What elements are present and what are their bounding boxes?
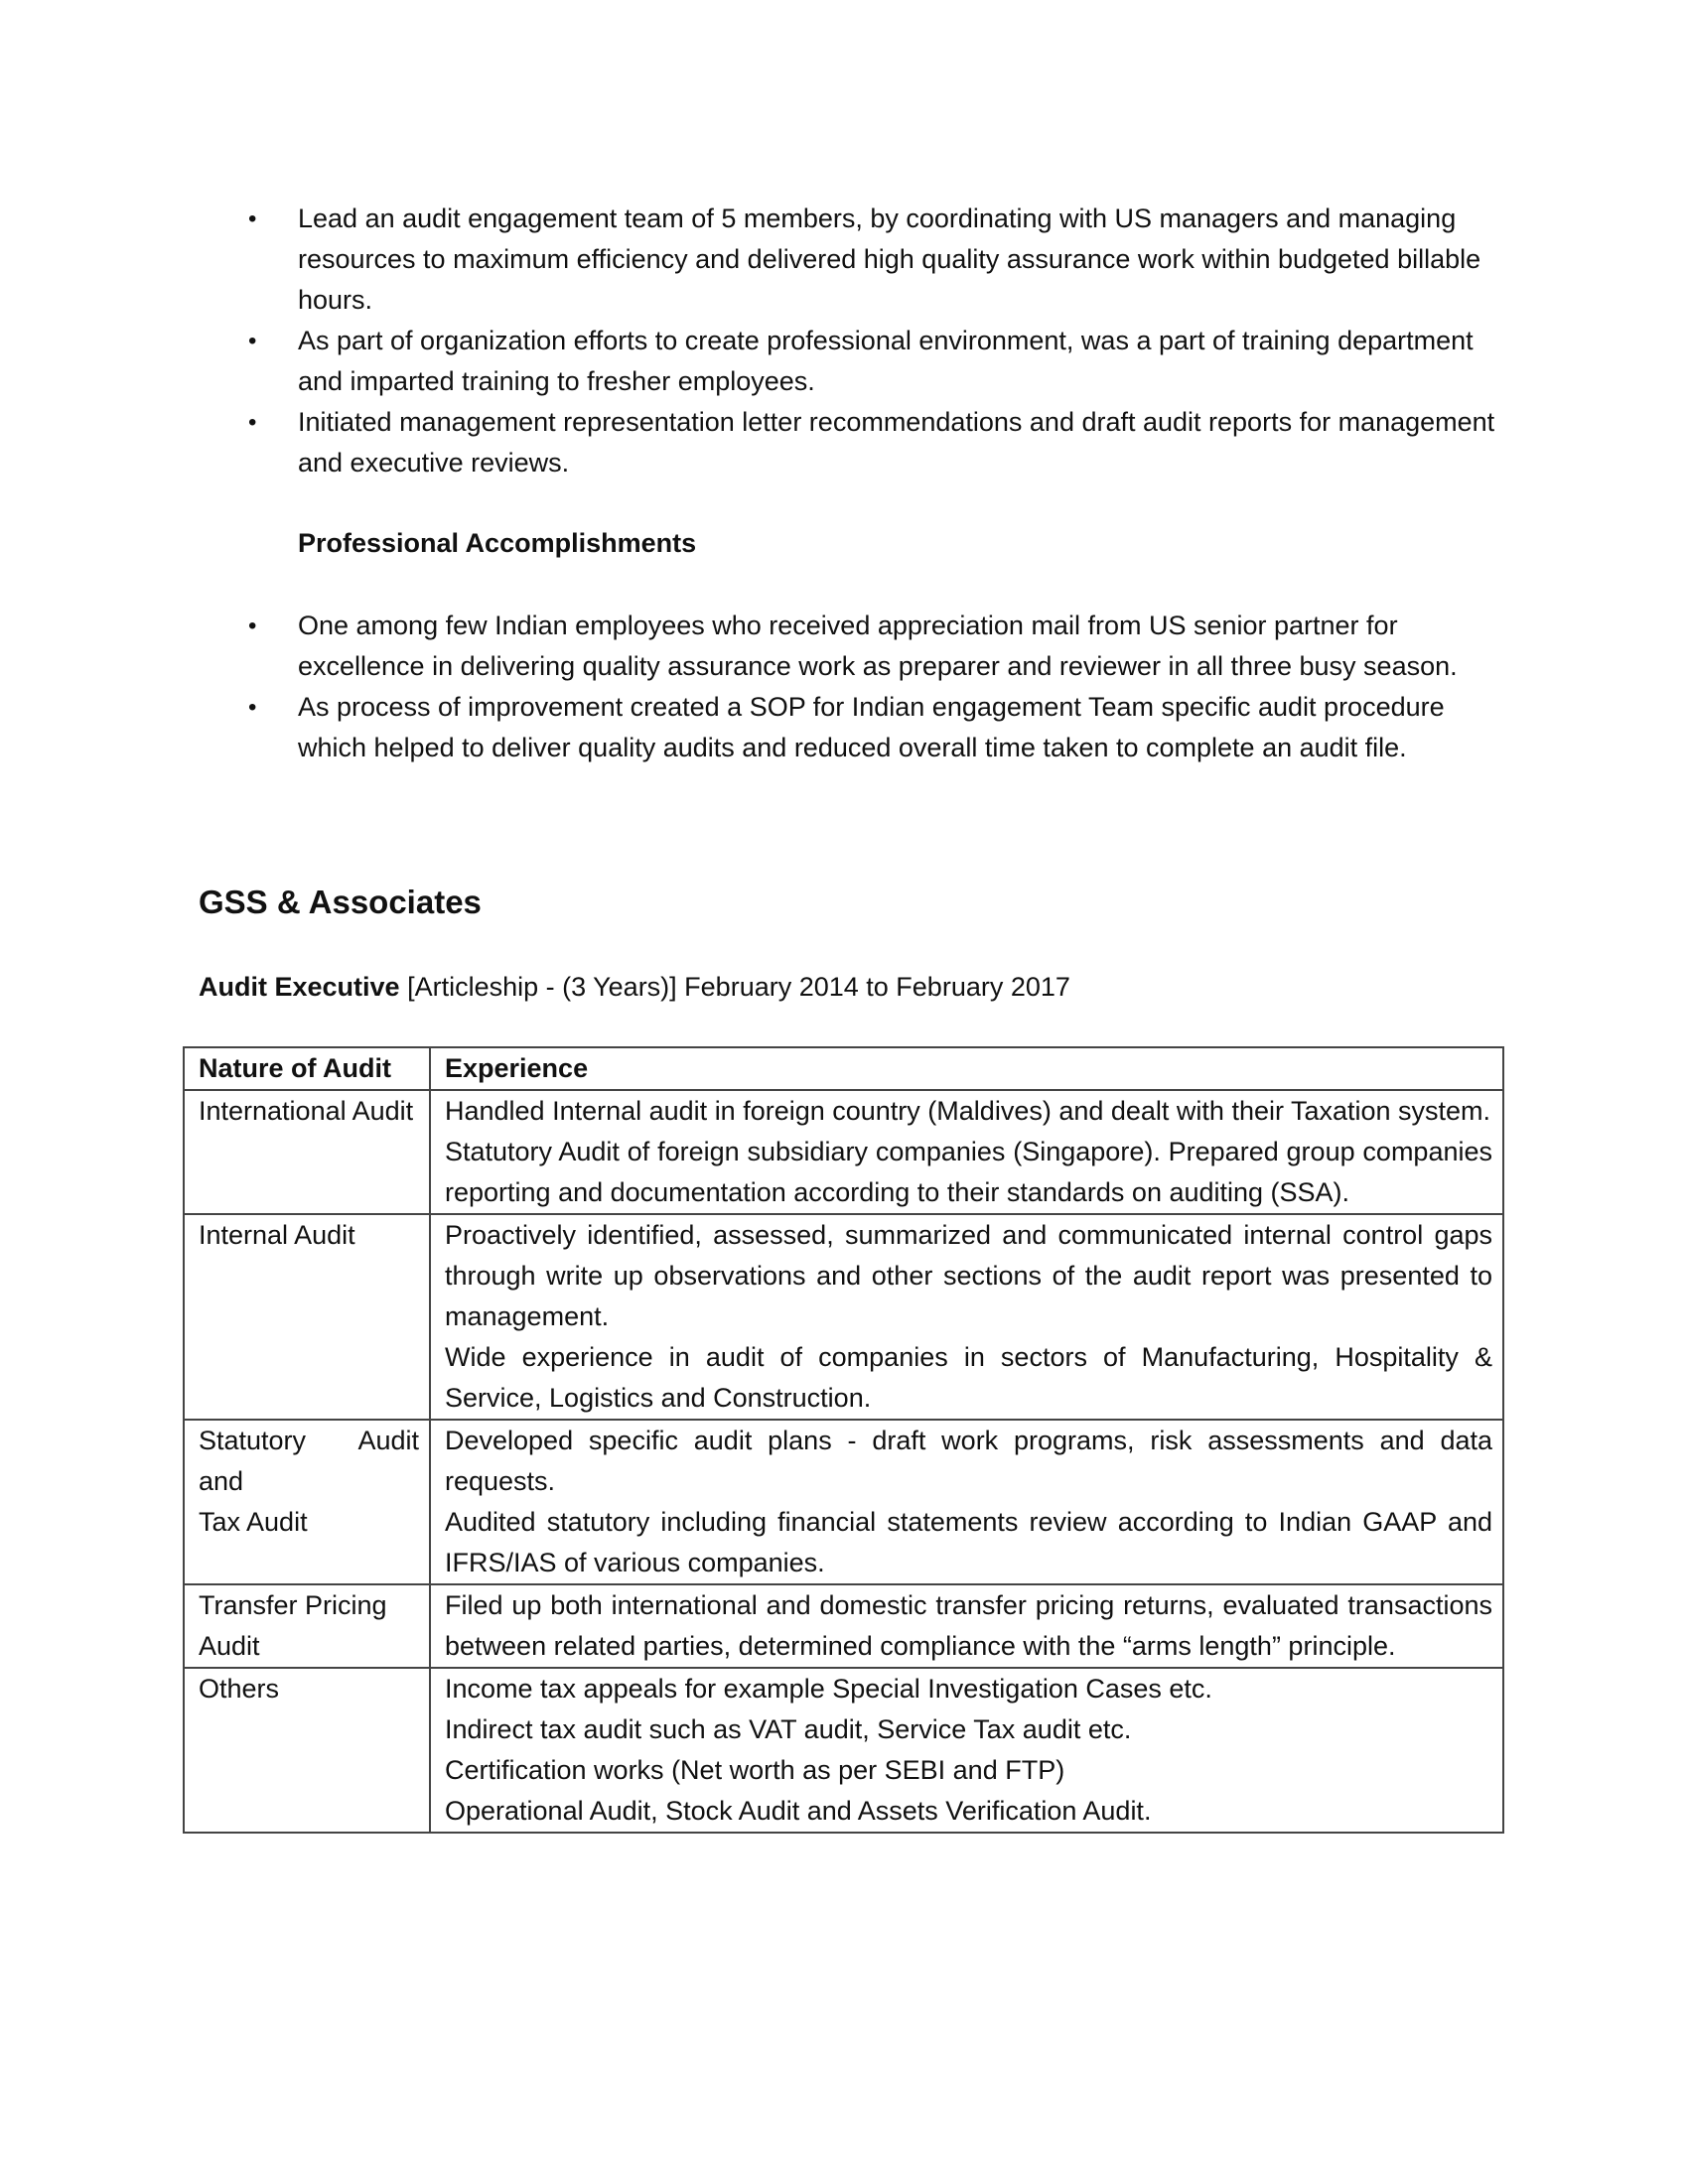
list-item: [248, 402, 1509, 483]
table-header-row: [184, 1047, 1503, 1090]
list-item-text: Initiated management representation letter recommendations and draft audit reports for management and executive reviews.: [298, 407, 1495, 478]
experience-line: Proactively identified, assessed, summarized and communicated internal control gaps through write up observations and other sections of the audit report was presented to management.: [445, 1220, 1492, 1331]
bullet-icon: •: [248, 205, 257, 232]
experience-line: Filed up both international and domestic transfer pricing returns, evaluated transactions between related parties, determined compliance with the “arms length” principle.: [445, 1590, 1492, 1661]
role-title: Audit Executive: [199, 972, 400, 1002]
role-details: [Articleship - (3 Years)] February 2014 to February 2017: [399, 972, 1070, 1002]
role-line: [199, 967, 1070, 1008]
nature-cell: Others: [184, 1668, 430, 1833]
bullet-icon: •: [248, 328, 257, 354]
list-item-text: Lead an audit engagement team of 5 members, by coordinating with US managers and managing resources to maximum efficiency and delivered high quality assurance work within budgeted billable hours.: [298, 204, 1481, 315]
experience-cell: [430, 1420, 1503, 1584]
list-item: [248, 321, 1509, 402]
table-row: [184, 1420, 1503, 1584]
column-header-nature: Nature of Audit: [184, 1047, 430, 1090]
experience-line: Income tax appeals for example Special Investigation Cases etc.: [445, 1674, 1212, 1704]
list-item-text: One among few Indian employees who received appreciation mail from US senior partner for excellence in delivering quality assurance work as preparer and reviewer in all three busy season.: [298, 611, 1458, 681]
nature-line: Statutory Audit and: [199, 1426, 419, 1496]
experience-cell: [430, 1214, 1503, 1420]
table-row: [184, 1214, 1503, 1420]
nature-cell: Internal Audit: [184, 1214, 430, 1420]
experience-cell: [430, 1090, 1503, 1214]
experience-line: Operational Audit, Stock Audit and Assets Verification Audit.: [445, 1796, 1152, 1826]
accomplishments-list: [248, 606, 1509, 768]
experience-line: Handled Internal audit in foreign country (Maldives) and dealt with their Taxation system.: [445, 1096, 1491, 1126]
column-header-experience: Experience: [430, 1047, 1503, 1090]
nature-cell: Transfer Pricing Audit: [184, 1584, 430, 1668]
nature-cell: International Audit: [184, 1090, 430, 1214]
experience-cell: [430, 1668, 1503, 1833]
experience-line: Certification works (Net worth as per SEBI and FTP): [445, 1755, 1065, 1785]
bullet-icon: •: [248, 613, 257, 639]
table-row: [184, 1668, 1503, 1833]
nature-cell: [184, 1420, 430, 1584]
list-item: [248, 687, 1509, 768]
experience-line: Statutory Audit of foreign subsidiary companies (Singapore). Prepared group companies reporting and documentation according to their standards on auditing (SSA).: [445, 1137, 1492, 1207]
list-item: [248, 606, 1509, 687]
list-item: [248, 199, 1509, 321]
experience-line: Audited statutory including financial statements review according to Indian GAAP and IFRS/IAS of various companies.: [445, 1507, 1492, 1577]
table-row: [184, 1584, 1503, 1668]
accomplishments-heading: Professional Accomplishments: [298, 528, 697, 558]
bullet-icon: •: [248, 409, 257, 436]
experience-line: Wide experience in audit of companies in sectors of Manufacturing, Hospitality & Service, Logistics and Construction.: [445, 1342, 1492, 1413]
bullet-icon: •: [248, 694, 257, 721]
experience-line: Developed specific audit plans - draft work programs, risk assessments and data requests.: [445, 1426, 1492, 1496]
company-name: GSS & Associates: [199, 884, 482, 920]
responsibilities-list: [248, 199, 1509, 483]
audit-experience-table: [183, 1046, 1504, 1834]
nature-line: Tax Audit: [199, 1507, 308, 1537]
experience-cell: [430, 1584, 1503, 1668]
list-item-text: As part of organization efforts to create professional environment, was a part of training department and imparted training to fresher employees.: [298, 326, 1474, 396]
list-item-text: As process of improvement created a SOP for Indian engagement Team specific audit procedure which helped to deliver quality audits and reduced overall time taken to complete an audit file.: [298, 692, 1445, 762]
experience-line: Indirect tax audit such as VAT audit, Service Tax audit etc.: [445, 1714, 1132, 1744]
table-row: [184, 1090, 1503, 1214]
